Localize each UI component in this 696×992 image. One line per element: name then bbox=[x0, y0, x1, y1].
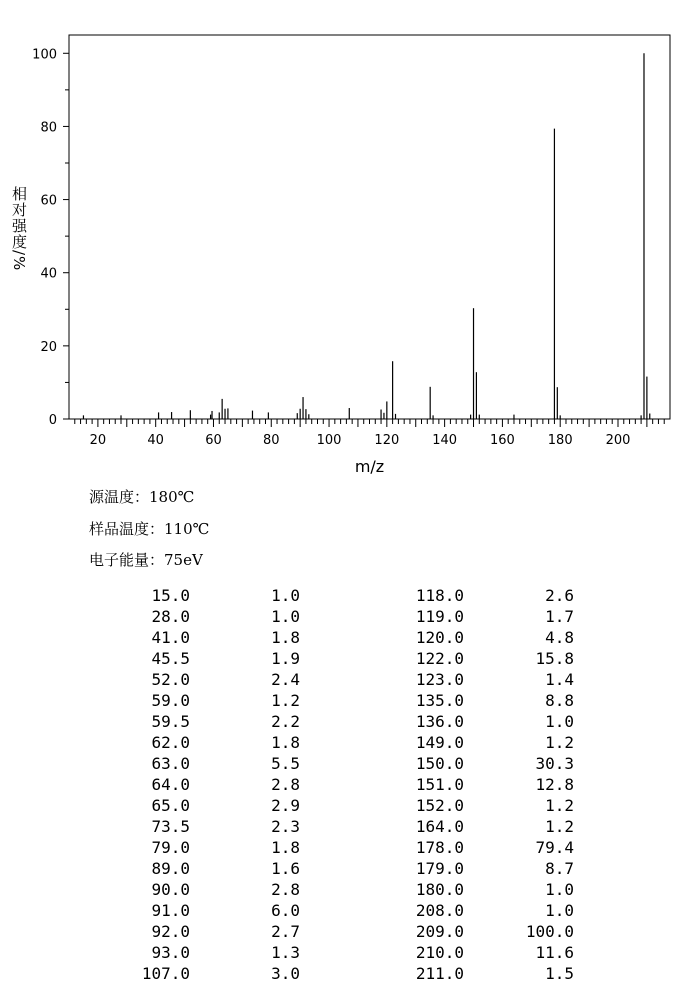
mz-cell: 149.0 bbox=[415, 733, 464, 752]
condition-label: 电子能量： bbox=[89, 551, 165, 569]
intensity-cell: 4.8 bbox=[545, 628, 574, 647]
intensity-cell: 6.0 bbox=[271, 901, 300, 920]
plot-frame bbox=[69, 35, 670, 419]
y-tick-label: 60 bbox=[40, 193, 57, 209]
mz-cell: 90.0 bbox=[151, 880, 190, 899]
mz-cell: 45.5 bbox=[151, 649, 190, 668]
intensity-cell: 1.8 bbox=[271, 628, 300, 647]
sample-temperature bbox=[89, 518, 209, 539]
mz-cell: 92.0 bbox=[151, 922, 190, 941]
intensity-cell: 15.8 bbox=[535, 649, 574, 668]
table-row bbox=[0, 879, 696, 900]
mz-cell: 62.0 bbox=[151, 733, 190, 752]
intensity-cell: 8.7 bbox=[545, 859, 574, 878]
mz-cell: 120.0 bbox=[415, 628, 464, 647]
intensity-cell: 2.2 bbox=[271, 712, 300, 731]
intensity-cell: 1.7 bbox=[545, 607, 574, 626]
table-row bbox=[0, 669, 696, 690]
intensity-cell: 1.0 bbox=[545, 712, 574, 731]
intensity-cell: 1.6 bbox=[271, 859, 300, 878]
intensity-cell: 30.3 bbox=[535, 754, 574, 773]
mz-cell: 151.0 bbox=[415, 775, 464, 794]
x-tick-label: 120 bbox=[374, 433, 400, 448]
x-axis-label: m/z bbox=[354, 457, 385, 476]
intensity-cell: 100.0 bbox=[525, 922, 574, 941]
y-tick-label: 80 bbox=[40, 120, 57, 136]
intensity-cell: 3.0 bbox=[271, 964, 300, 983]
x-tick-label: 180 bbox=[547, 433, 573, 448]
mz-cell: 119.0 bbox=[415, 607, 464, 626]
intensity-cell: 1.8 bbox=[271, 733, 300, 752]
mz-cell: 118.0 bbox=[415, 586, 464, 605]
intensity-cell: 1.9 bbox=[271, 649, 300, 668]
mz-cell: 107.0 bbox=[141, 964, 190, 983]
y-axis-label: 相对强度/% bbox=[10, 186, 28, 272]
intensity-cell: 5.5 bbox=[271, 754, 300, 773]
intensity-cell: 12.8 bbox=[535, 775, 574, 794]
intensity-cell: 1.3 bbox=[271, 943, 300, 962]
table-row bbox=[0, 690, 696, 711]
x-tick-label: 140 bbox=[432, 433, 458, 448]
intensity-cell: 1.0 bbox=[271, 586, 300, 605]
mz-cell: 178.0 bbox=[415, 838, 464, 857]
mz-cell: 164.0 bbox=[415, 817, 464, 836]
intensity-cell: 1.0 bbox=[545, 901, 574, 920]
table-row bbox=[0, 837, 696, 858]
table-row bbox=[0, 942, 696, 963]
table-row bbox=[0, 963, 696, 984]
table-row bbox=[0, 795, 696, 816]
intensity-cell: 1.0 bbox=[271, 607, 300, 626]
source-temperature bbox=[89, 486, 194, 507]
mz-cell: 41.0 bbox=[151, 628, 190, 647]
table-row bbox=[0, 900, 696, 921]
y-tick-label: 0 bbox=[48, 413, 57, 428]
mz-cell: 136.0 bbox=[415, 712, 464, 731]
mz-cell: 91.0 bbox=[151, 901, 190, 920]
mz-cell: 28.0 bbox=[151, 607, 190, 626]
mz-cell: 63.0 bbox=[151, 754, 190, 773]
mz-cell: 208.0 bbox=[415, 901, 464, 920]
mz-cell: 93.0 bbox=[151, 943, 190, 962]
y-tick-label: 100 bbox=[32, 47, 57, 63]
mz-cell: 15.0 bbox=[151, 586, 190, 605]
mz-cell: 59.0 bbox=[151, 691, 190, 710]
mz-cell: 211.0 bbox=[415, 964, 464, 983]
x-tick-label: 200 bbox=[605, 433, 631, 448]
mz-cell: 73.5 bbox=[151, 817, 190, 836]
mz-cell: 180.0 bbox=[415, 880, 464, 899]
intensity-cell: 2.9 bbox=[271, 796, 300, 815]
y-tick-label: 40 bbox=[40, 266, 57, 282]
intensity-cell: 2.4 bbox=[271, 670, 300, 689]
table-row bbox=[0, 627, 696, 648]
mz-cell: 79.0 bbox=[151, 838, 190, 857]
table-row bbox=[0, 921, 696, 942]
mz-cell: 210.0 bbox=[415, 943, 464, 962]
peak-table bbox=[0, 585, 696, 984]
x-tick-label: 20 bbox=[89, 433, 107, 448]
intensity-cell: 1.2 bbox=[271, 691, 300, 710]
y-tick-label: 20 bbox=[40, 339, 57, 355]
table-row bbox=[0, 711, 696, 732]
intensity-cell: 1.2 bbox=[545, 733, 574, 752]
table-row bbox=[0, 753, 696, 774]
mass-spectrum-chart bbox=[0, 0, 696, 480]
x-tick-label: 80 bbox=[262, 433, 280, 448]
intensity-cell: 1.4 bbox=[545, 670, 574, 689]
intensity-cell: 2.8 bbox=[271, 775, 300, 794]
condition-value: 180℃ bbox=[149, 488, 195, 506]
intensity-cell: 79.4 bbox=[535, 838, 574, 857]
mz-cell: 179.0 bbox=[415, 859, 464, 878]
condition-value: 75eV bbox=[164, 551, 203, 569]
x-tick-label: 40 bbox=[147, 433, 164, 448]
intensity-cell: 2.3 bbox=[271, 817, 300, 836]
mz-cell: 209.0 bbox=[415, 922, 464, 941]
mz-cell: 52.0 bbox=[151, 670, 190, 689]
table-row bbox=[0, 816, 696, 837]
intensity-cell: 1.2 bbox=[545, 796, 574, 815]
table-row bbox=[0, 732, 696, 753]
intensity-cell: 1.2 bbox=[545, 817, 574, 836]
table-row bbox=[0, 858, 696, 879]
mz-cell: 122.0 bbox=[415, 649, 464, 668]
electron-energy bbox=[89, 549, 203, 570]
intensity-cell: 11.6 bbox=[535, 943, 574, 962]
x-tick-label: 60 bbox=[205, 433, 222, 448]
mz-cell: 152.0 bbox=[415, 796, 464, 815]
intensity-cell: 1.0 bbox=[545, 880, 574, 899]
intensity-cell: 2.8 bbox=[271, 880, 300, 899]
mz-cell: 89.0 bbox=[151, 859, 190, 878]
mz-cell: 65.0 bbox=[151, 796, 190, 815]
intensity-cell: 8.8 bbox=[545, 691, 574, 710]
mz-cell: 135.0 bbox=[415, 691, 464, 710]
mz-cell: 64.0 bbox=[151, 775, 190, 794]
intensity-cell: 2.7 bbox=[271, 922, 300, 941]
table-row bbox=[0, 774, 696, 795]
table-row bbox=[0, 648, 696, 669]
x-tick-label: 160 bbox=[489, 433, 515, 448]
condition-value: 110℃ bbox=[164, 520, 210, 538]
intensity-cell: 2.6 bbox=[545, 586, 574, 605]
condition-label: 源温度： bbox=[89, 488, 150, 506]
condition-label: 样品温度： bbox=[89, 520, 165, 538]
table-row bbox=[0, 606, 696, 627]
mz-cell: 150.0 bbox=[415, 754, 464, 773]
intensity-cell: 1.5 bbox=[545, 964, 574, 983]
mz-cell: 59.5 bbox=[151, 712, 190, 731]
x-tick-label: 100 bbox=[316, 433, 342, 448]
intensity-cell: 1.8 bbox=[271, 838, 300, 857]
table-row bbox=[0, 585, 696, 606]
mz-cell: 123.0 bbox=[415, 670, 464, 689]
